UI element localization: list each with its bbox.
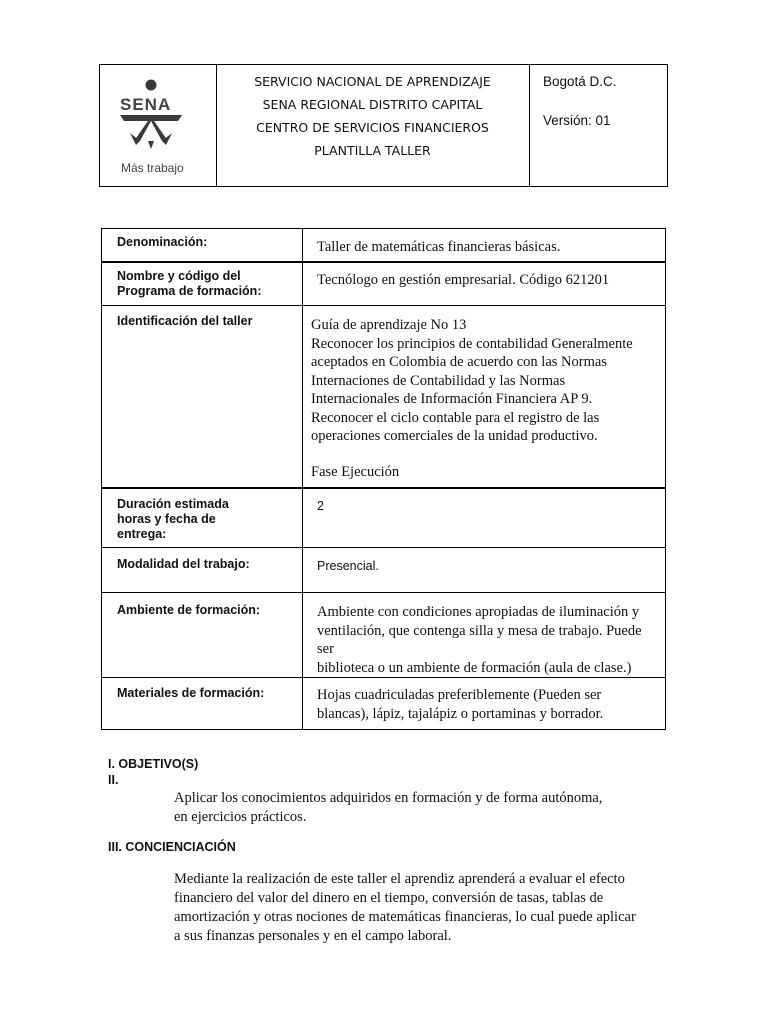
logo-cell <box>100 65 217 186</box>
table-row-ambiente <box>102 593 666 678</box>
materiales-line-1: Hojas cuadriculadas preferiblemente (Pueden ser <box>317 687 602 703</box>
logo-tagline: Más trabajo <box>121 161 184 175</box>
denominacion-label: Denominación: <box>102 229 303 262</box>
header-line-3: CENTRO DE SERVICIOS FINANCIEROS <box>256 120 489 135</box>
objetivo-text <box>174 789 674 827</box>
identificacion-line-7: operaciones comerciales de la unidad productivo. <box>311 428 598 444</box>
concienciacion-heading: III. CONCIENCIACIÓN <box>108 840 236 854</box>
programa-label <box>102 262 303 306</box>
concienciacion-text <box>174 870 694 946</box>
programa-label-line-1: Nombre y código del <box>117 268 241 283</box>
materiales-value <box>303 678 666 730</box>
ambiente-line-2: ventilación, que contenga silla y mesa de trabajo. Puede ser <box>317 622 642 657</box>
duracion-label <box>102 488 303 548</box>
header-line-2: SENA REGIONAL DISTRITO CAPITAL <box>262 97 483 112</box>
header-line-1: SERVICIO NACIONAL DE APRENDIZAJE <box>254 74 491 89</box>
section-ii-heading: II. <box>108 773 119 787</box>
ambiente-line-3: biblioteca o un ambiente de formación (aula de clase.) <box>317 659 632 676</box>
concienciacion-line-4: a sus finanzas personales y en el campo laboral. <box>174 928 452 944</box>
header-version: Versión: 01 <box>543 113 611 128</box>
concienciacion-line-3: amortización y otras nociones de matemáticas financieras, lo cual puede aplicar <box>174 909 636 925</box>
duracion-label-line-1: Duración estimada <box>117 496 229 511</box>
header-city: Bogotá D.C. <box>543 74 617 89</box>
logo-brand-text: SENA <box>120 95 172 114</box>
concienciacion-line-1: Mediante la realización de este taller el aprendiz aprenderá a evaluar el efecto <box>174 871 625 887</box>
identificacion-line-5: Internacionales de Información Financiera AP 9. <box>311 391 593 407</box>
objetivo-line-2: en ejercicios prácticos. <box>174 809 307 825</box>
programa-value: Tecnólogo en gestión empresarial. Código 621201 <box>303 262 666 306</box>
duracion-label-line-3: entrega: <box>117 526 167 541</box>
duracion-value: 2 <box>303 488 666 548</box>
identificacion-line-4: Internaciones de Contabilidad y las Normas <box>311 372 566 389</box>
materiales-line-2: blancas), lápiz, tajalápiz o portaminas y borrador. <box>317 705 604 722</box>
modalidad-value: Presencial. <box>303 548 666 593</box>
table-row-identificacion <box>102 306 666 488</box>
identificacion-label: Identificación del taller <box>102 306 303 488</box>
identificacion-fase: Fase Ejecución <box>311 463 400 480</box>
table-row-denominacion <box>102 229 666 262</box>
ambiente-value <box>303 593 666 678</box>
identificacion-line-2: Reconocer los principios de contabilidad Generalmente <box>311 335 633 352</box>
header-meta-cell <box>530 65 667 186</box>
duracion-label-line-2: horas y fecha de <box>117 511 216 526</box>
objetivo-heading: I. OBJETIVO(S) <box>108 757 199 771</box>
sena-logo <box>118 79 198 179</box>
identificacion-value <box>303 306 666 488</box>
identificacion-line-6: Reconocer el ciclo contable para el registro de las <box>311 409 600 426</box>
header-line-4: PLANTILLA TALLER <box>314 143 431 158</box>
denominacion-value: Taller de matemáticas financieras básicas. <box>303 229 666 262</box>
info-table <box>101 228 666 730</box>
table-row-programa <box>102 262 666 306</box>
concienciacion-line-2: financiero del valor del dinero en el tiempo, conversión de tasas, tablas de <box>174 890 604 906</box>
objetivo-line-1: Aplicar los conocimientos adquiridos en formación y de forma autónoma, <box>174 790 603 806</box>
document-header <box>99 64 668 187</box>
ambiente-label: Ambiente de formación: <box>102 593 303 678</box>
modalidad-label: Modalidad del trabajo: <box>102 548 303 593</box>
table-row-duracion <box>102 488 666 548</box>
table-row-materiales <box>102 678 666 730</box>
identificacion-line-1: Guía de aprendizaje No 13 <box>311 317 467 333</box>
ambiente-line-1: Ambiente con condiciones apropiadas de iluminación y <box>317 604 640 620</box>
table-row-modalidad <box>102 548 666 593</box>
materiales-label: Materiales de formación: <box>102 678 303 730</box>
programa-label-line-2: Programa de formación: <box>117 283 262 298</box>
header-title-cell <box>216 65 530 186</box>
identificacion-line-3: aceptados en Colombia de acuerdo con las Normas <box>311 354 607 370</box>
